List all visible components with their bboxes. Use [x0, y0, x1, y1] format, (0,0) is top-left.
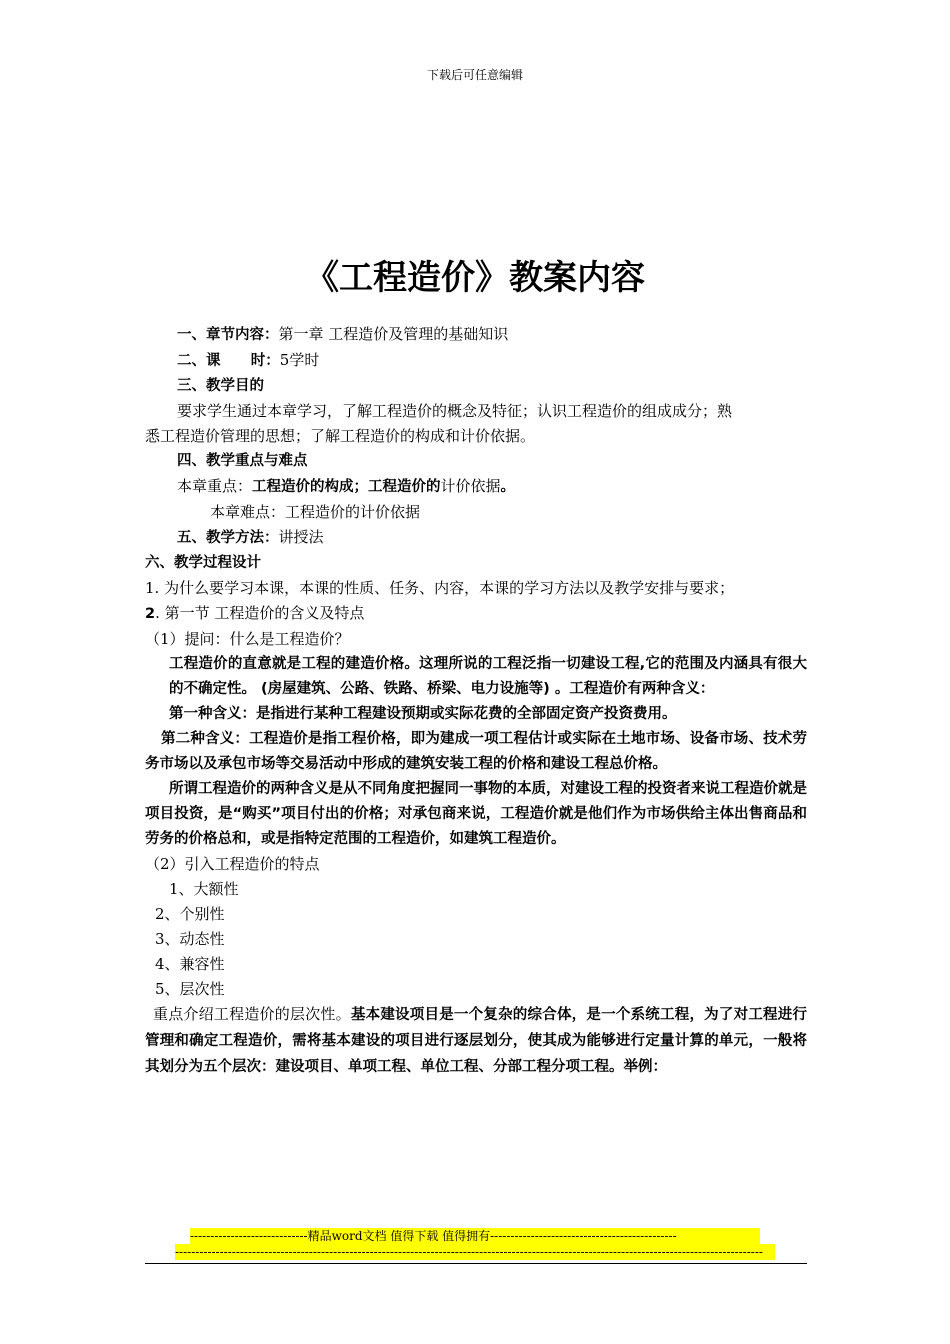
feature-item: 4、兼容性: [155, 955, 225, 973]
document-body: [145, 322, 807, 1080]
first-meaning-paragraph: 第一种含义：是指进行某种工程建设预期或实际花费的全部固定资产投资费用。: [169, 706, 677, 722]
method-value: 讲授法: [278, 528, 324, 546]
process-item-1: 1. 为什么要学习本课，本课的性质、任务、内容，本课的学习方法以及教学安排与要求；: [145, 579, 735, 597]
hours-value: 5学时: [279, 351, 320, 369]
method-label: 五、教学方法：: [177, 530, 279, 546]
method-line: [145, 525, 807, 551]
footer-banner: -----------------------------精品word文档 值得下载 值得拥有----------------------------------------------: [190, 1228, 760, 1244]
hours-line: [145, 348, 807, 374]
hierarchy-paragraph: [145, 1002, 807, 1080]
keypoints-heading: 四、教学重点与难点: [177, 453, 308, 469]
item-2-text: . 第一节 工程造价的含义及特点: [155, 604, 365, 622]
feature-item: 3、动态性: [155, 930, 225, 948]
footer-dashes: -------------------------------------------------------------------------------------------------------------------------------------------------: [175, 1244, 775, 1260]
footer-rule: [145, 1263, 807, 1264]
question-2: （2）引入工程造价的特点: [145, 855, 320, 873]
two-meanings-paragraph: 所谓工程造价的两种含义是从不同角度把握同一事物的本质，对建设工程的投资者来说工程造价就是项目投资，是“购买”项目付出的价格；对承包商来说，工程造价就是他们作为市场供给主体出售商品和劳务的价格总和，或是指特定范围的工程造价，如建筑工程造价。: [145, 781, 807, 847]
objective-text-2: 悉工程造价管理的思想；了解工程造价的构成和计价依据。: [145, 427, 536, 445]
process-heading: 六、教学过程设计: [145, 555, 261, 571]
difficulty-label: 本章难点：: [210, 503, 286, 521]
document-title: 《工程造价》教案内容: [305, 258, 645, 298]
feature-item: 2、个别性: [155, 905, 225, 923]
question-1: （1）提问：什么是工程造价？: [145, 630, 350, 648]
second-meaning-paragraph: 第二种含义：工程造价是指工程价格，即为建成一项工程估计或实际在土地市场、设备市场、技术劳务市场以及承包市场等交易活动中形成的建筑安装工程的价格和建设工程总价格。: [145, 731, 807, 772]
objective-text-1: 要求学生通过本章学习，了解工程造价的概念及特征；认识工程造价的组成成分；熟: [177, 402, 733, 420]
hierarchy-intro: 重点介绍工程造价的层次性。: [153, 1005, 351, 1023]
item-2-number: 2: [145, 606, 156, 622]
hours-label: 二、课 时：: [177, 353, 280, 369]
feature-item: 5、层次性: [155, 980, 225, 998]
header-note: 下载后可任意编辑: [426, 68, 523, 82]
hierarchy-detail: 基本建设项目是一个复杂的综合体，是一个系统工程，为了对工程进行管理和确定工程造价，需将基本建设的项目进行逐层划分，使其成为能够进行定量计算的单元，一般将其划分为五个层次：建设项目、单项工程、单位工程、分部工程分项工程。举例：: [145, 1007, 807, 1075]
process-item-2: [145, 601, 807, 627]
key-bold-1: 工程造价的构成；工程造价的: [252, 479, 441, 495]
key-label: 本章重点：: [177, 477, 253, 495]
definition-paragraph: 工程造价的直意就是工程的建造价格。这理所说的工程泛指一切建设工程,它的范围及内涵具有很大的不确定性。 (房屋建筑、公路、铁路、桥梁、电力设施等) 。工程造价有两种含义：: [169, 656, 807, 697]
chapter-line: [145, 322, 807, 348]
key-normal: 计价依据: [440, 477, 501, 495]
objective-heading: 三、教学目的: [177, 378, 264, 394]
feature-item: 1、大额性: [169, 880, 239, 898]
key-line: [145, 474, 807, 500]
difficulty-line: [145, 500, 807, 525]
chapter-value: 第一章 工程造价及管理的基础知识: [278, 325, 509, 343]
chapter-label: 一、章节内容：: [177, 327, 279, 343]
key-bold-2: 。: [500, 479, 516, 495]
difficulty-value: 工程造价的计价依据: [285, 503, 421, 521]
